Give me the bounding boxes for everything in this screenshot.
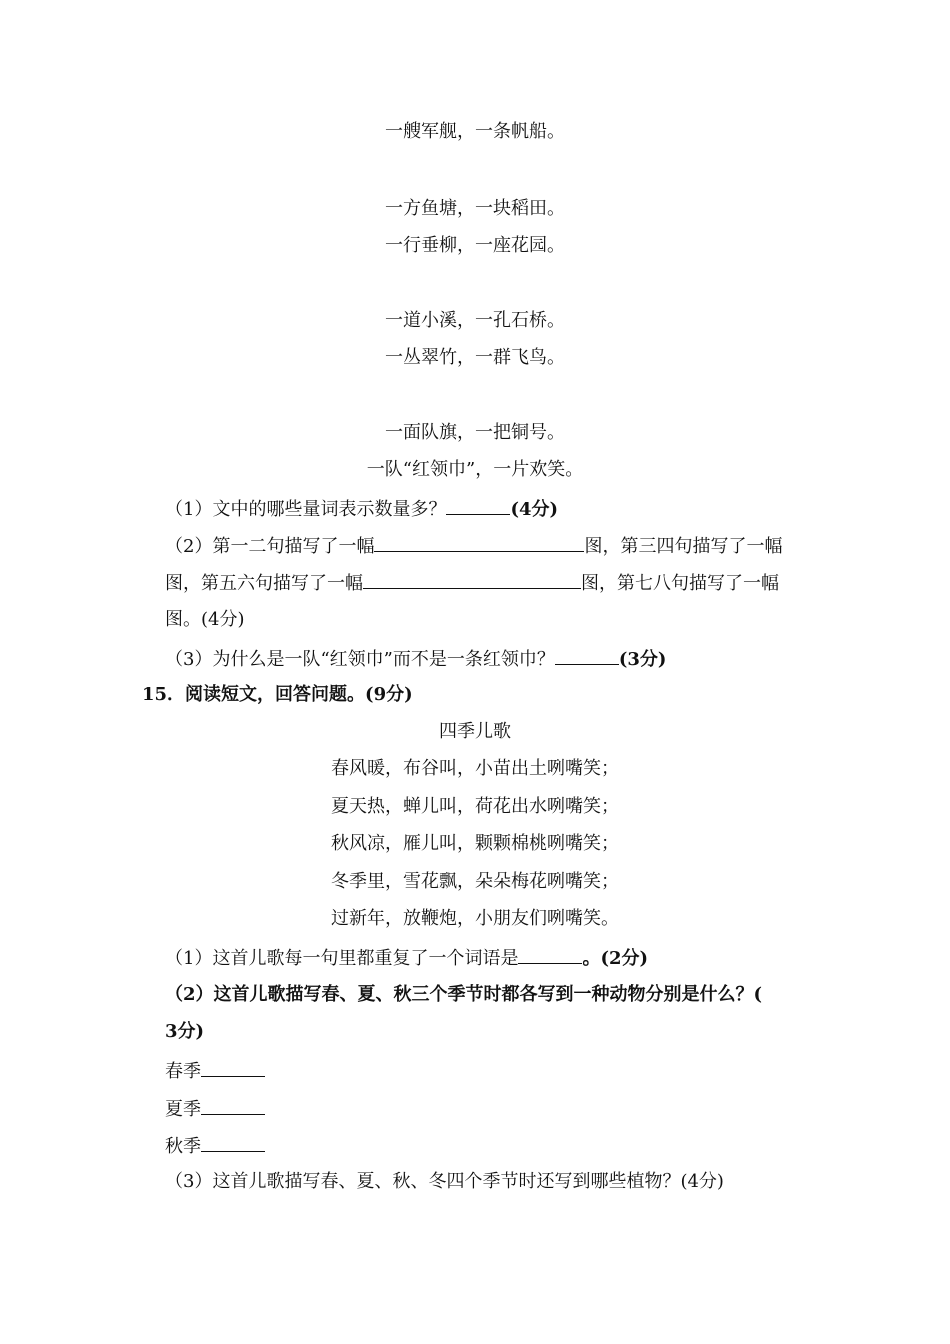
- season-answer-spring: [165, 1058, 265, 1084]
- q15-sub1: [165, 945, 648, 971]
- poem-line-1: 一艘军舰，一条帆船。: [385, 121, 565, 142]
- q14-sub2-part-d: 图，第七八句描写了一幅: [581, 573, 779, 594]
- q15-poem-line-2: 夏天热，蝉儿叫，荷花出水咧嘴笑；: [331, 796, 619, 817]
- q14-sub2-line2: [165, 570, 779, 596]
- season-label-autumn: 秋季: [165, 1136, 201, 1157]
- season-blank-spring[interactable]: [201, 1058, 265, 1077]
- season-label-summer: 夏季: [165, 1099, 201, 1120]
- q15-poem-line-3: 秋风凉，雁儿叫，颗颗棉桃咧嘴笑；: [331, 833, 619, 854]
- q15-sub2-line1: （2）这首儿歌描写春、夏、秋三个季节时都各写到一种动物分别是什么？(: [165, 984, 763, 1005]
- q14-sub1: [165, 496, 558, 522]
- q14-sub2-blank-1[interactable]: [374, 533, 584, 552]
- q14-sub2-blank-2[interactable]: [363, 570, 581, 589]
- q15-poem-line-1: 春风暖，布谷叫，小苗出土咧嘴笑；: [331, 758, 619, 779]
- q15-poem-title: 四季儿歌: [439, 721, 511, 742]
- q14-sub3-score: (3分): [618, 649, 667, 670]
- q15-sub3: （3）这首儿歌描写春、夏、秋、冬四个季节时还写到哪些植物？(4分): [165, 1171, 724, 1192]
- q15-heading: 15．阅读短文，回答问题。(9分): [142, 684, 413, 705]
- poem-line-2: 一方鱼塘，一块稻田。: [385, 198, 565, 219]
- q14-sub2-line1: [165, 533, 782, 559]
- q14-sub3: [165, 646, 666, 672]
- season-label-spring: 春季: [165, 1061, 201, 1082]
- q15-sub2-line2: 3分): [165, 1021, 205, 1042]
- q14-sub2-line3: 图。(4分): [165, 609, 245, 630]
- q14-sub2-part-b: 图，第三四句描写了一幅: [584, 536, 783, 557]
- q14-sub2-part-a: （2）第一二句描写了一幅: [165, 536, 375, 557]
- q14-sub3-blank[interactable]: [555, 646, 619, 665]
- q15-poem-line-5: 过新年，放鞭炮，小朋友们咧嘴笑。: [331, 908, 619, 929]
- q14-sub1-score: (4分): [510, 499, 559, 520]
- season-blank-autumn[interactable]: [201, 1133, 265, 1152]
- season-answer-summer: [165, 1096, 265, 1122]
- q14-sub3-text: （3）为什么是一队“红领巾”而不是一条红领巾？: [165, 649, 555, 670]
- poem-line-6: 一面队旗，一把铜号。: [385, 422, 565, 443]
- q15-sub1-blank[interactable]: [518, 945, 582, 964]
- season-blank-summer[interactable]: [201, 1096, 265, 1115]
- q14-sub1-text: （1）文中的哪些量词表示数量多？: [165, 499, 447, 520]
- season-answer-autumn: [165, 1133, 265, 1159]
- q14-sub1-blank[interactable]: [446, 496, 510, 515]
- q15-poem-line-4: 冬季里，雪花飘，朵朵梅花咧嘴笑；: [331, 871, 619, 892]
- poem-line-4: 一道小溪，一孔石桥。: [385, 310, 565, 331]
- q14-sub2-part-c: 图，第五六句描写了一幅: [165, 573, 363, 594]
- q15-sub1-text: （1）这首儿歌每一句里都重复了一个词语是: [165, 948, 519, 969]
- poem-line-5: 一丛翠竹，一群飞鸟。: [385, 347, 565, 368]
- poem-line-7: 一队“红领巾”，一片欢笑。: [366, 459, 584, 480]
- q15-sub1-tail: 。(2分): [582, 948, 649, 969]
- poem-line-3: 一行垂柳，一座花园。: [385, 235, 565, 256]
